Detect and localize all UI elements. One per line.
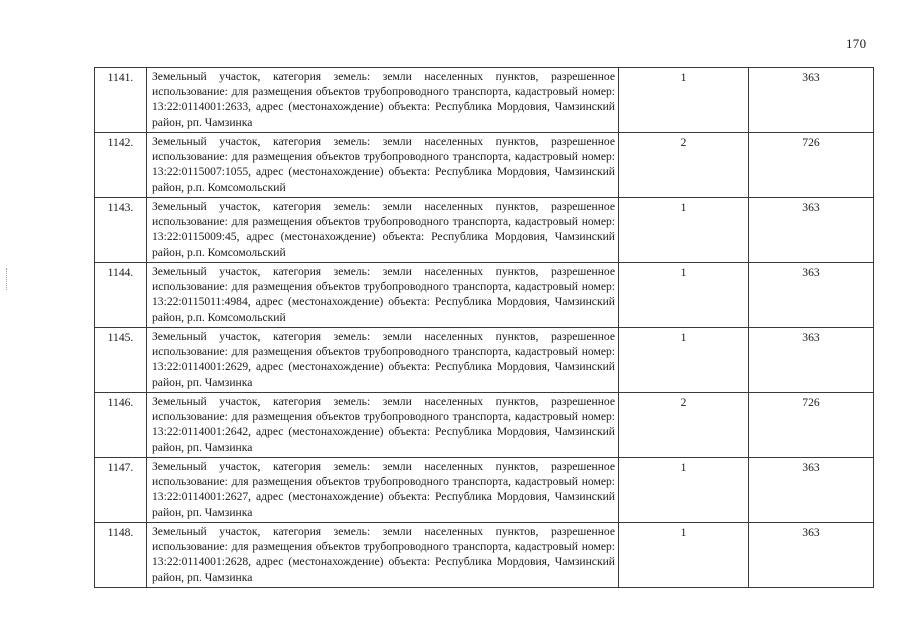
row-number: 1141. bbox=[95, 68, 147, 133]
row-number: 1143. bbox=[95, 198, 147, 263]
row-number: 1142. bbox=[95, 133, 147, 198]
row-area: 726 bbox=[749, 393, 874, 458]
row-quantity: 2 bbox=[619, 133, 749, 198]
row-area: 363 bbox=[749, 198, 874, 263]
row-quantity: 1 bbox=[619, 68, 749, 133]
table-row bbox=[95, 458, 874, 523]
row-description: Земельный участок, категория земель: земли населенных пунктов, разрешенное использование: для размещения объектов трубопроводного транспорта, кадастровый номер: 13:22:0114001:2642, адрес (местонахождение) объекта: Республика Мордовия, Чамзинский район, рп. Чамзинка bbox=[147, 393, 619, 458]
table-row bbox=[95, 133, 874, 198]
row-area: 363 bbox=[749, 328, 874, 393]
table-row bbox=[95, 523, 874, 588]
row-area: 363 bbox=[749, 458, 874, 523]
row-area: 726 bbox=[749, 133, 874, 198]
row-quantity: 1 bbox=[619, 198, 749, 263]
table-row bbox=[95, 328, 874, 393]
row-number: 1145. bbox=[95, 328, 147, 393]
row-number: 1146. bbox=[95, 393, 147, 458]
row-description: Земельный участок, категория земель: земли населенных пунктов, разрешенное использование: для размещения объектов трубопроводного транспорта, кадастровый номер: 13:22:0114001:2629, адрес (местонахождение) объекта: Республика Мордовия, Чамзинский район, рп. Чамзинка bbox=[147, 328, 619, 393]
row-area: 363 bbox=[749, 263, 874, 328]
row-number: 1147. bbox=[95, 458, 147, 523]
row-description: Земельный участок, категория земель: земли населенных пунктов, разрешенное использование: для размещения объектов трубопроводного транспорта, кадастровый номер: 13:22:0114001:2633, адрес (местонахождение) объекта: Республика Мордовия, Чамзинский район, рп. Чамзинка bbox=[147, 68, 619, 133]
row-quantity: 1 bbox=[619, 458, 749, 523]
row-number: 1148. bbox=[95, 523, 147, 588]
row-description: Земельный участок, категория земель: земли населенных пунктов, разрешенное использование: для размещения объектов трубопроводного транспорта, кадастровый номер: 13:22:0115011:4984, адрес (местонахождение) объекта: Республика Мордовия, Чамзинский район, р.п. Комсомольский bbox=[147, 263, 619, 328]
row-description: Земельный участок, категория земель: земли населенных пунктов, разрешенное использование: для размещения объектов трубопроводного транспорта, кадастровый номер: 13:22:0115009:45, адрес (местонахождение) объекта: Республика Мордовия, Чамзинский район, р.п. Комсомольский bbox=[147, 198, 619, 263]
row-area: 363 bbox=[749, 523, 874, 588]
row-description: Земельный участок, категория земель: земли населенных пунктов, разрешенное использование: для размещения объектов трубопроводного транспорта, кадастровый номер: 13:22:0114001:2627, адрес (местонахождение) объекта: Республика Мордовия, Чамзинский район, рп. Чамзинка bbox=[147, 458, 619, 523]
row-description: Земельный участок, категория земель: земли населенных пунктов, разрешенное использование: для размещения объектов трубопроводного транспорта, кадастровый номер: 13:22:0115007:1055, адрес (местонахождение) объекта: Республика Мордовия, Чамзинский район, р.п. Комсомольский bbox=[147, 133, 619, 198]
table-row bbox=[95, 68, 874, 133]
row-description: Земельный участок, категория земель: земли населенных пунктов, разрешенное использование: для размещения объектов трубопроводного транспорта, кадастровый номер: 13:22:0114001:2628, адрес (местонахождение) объекта: Республика Мордовия, Чамзинский район, рп. Чамзинка bbox=[147, 523, 619, 588]
table-row bbox=[95, 393, 874, 458]
land-plot-registry-table bbox=[94, 67, 874, 588]
table-row bbox=[95, 263, 874, 328]
row-quantity: 1 bbox=[619, 263, 749, 328]
row-area: 363 bbox=[749, 68, 874, 133]
row-quantity: 1 bbox=[619, 523, 749, 588]
page-number: 170 bbox=[846, 36, 867, 51]
row-quantity: 2 bbox=[619, 393, 749, 458]
row-quantity: 1 bbox=[619, 328, 749, 393]
row-number: 1144. bbox=[95, 263, 147, 328]
scan-artifact bbox=[6, 268, 8, 290]
table-row bbox=[95, 198, 874, 263]
